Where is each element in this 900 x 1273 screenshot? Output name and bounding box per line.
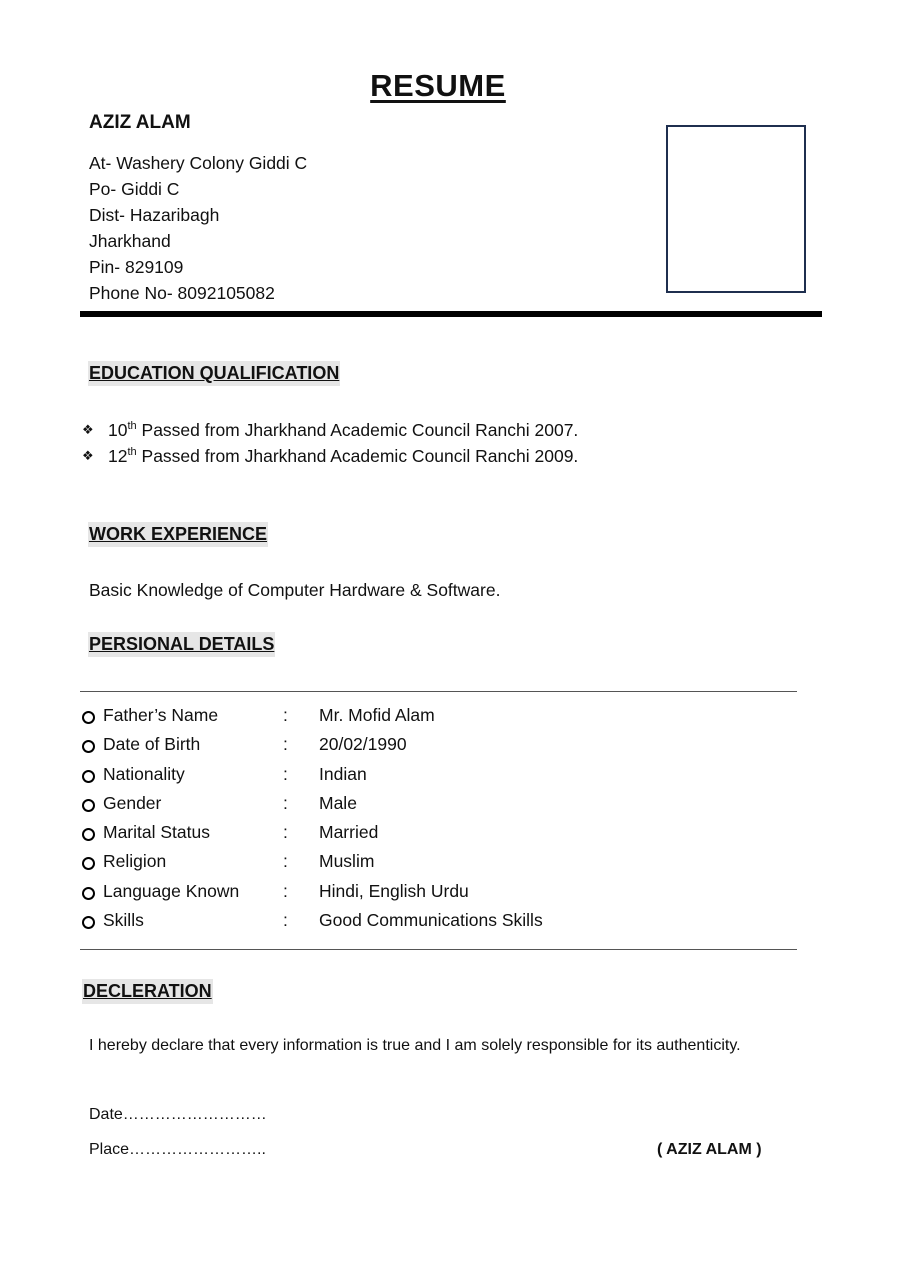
work-experience-text: Basic Knowledge of Computer Hardware & Software.: [89, 580, 501, 600]
address-line: Pin- 829109: [89, 257, 184, 277]
phone-line: Phone No- 8092105082: [89, 283, 275, 303]
detail-label: Father’s Name: [103, 705, 219, 725]
address-block: [89, 150, 307, 306]
detail-value: Mr. Mofid Alam: [319, 705, 435, 725]
education-list: [82, 417, 578, 469]
detail-label: Language Known: [103, 880, 240, 901]
detail-colon: :: [283, 851, 288, 872]
detail-label: Gender: [103, 792, 162, 813]
diamond-bullet-icon: ❖: [82, 422, 94, 437]
circle-bullet-icon: [82, 887, 95, 900]
detail-value: Married: [319, 822, 379, 843]
place-line: Place……………………..: [89, 1141, 266, 1158]
detail-colon: :: [283, 792, 288, 813]
detail-colon: :: [283, 910, 288, 931]
details-top-divider: [80, 691, 797, 692]
circle-bullet-icon: [82, 770, 95, 783]
detail-value: Hindi, English Urdu: [319, 880, 469, 901]
detail-label: Date of Birth: [103, 734, 201, 755]
resume-title: RESUME: [370, 68, 506, 103]
circle-bullet-icon: [82, 740, 95, 753]
detail-label: Skills: [103, 910, 144, 931]
address-line: At- Washery Colony Giddi C: [89, 153, 308, 173]
education-item-text: 10th Passed from Jharkhand Academic Council Ranchi 2007.: [108, 420, 579, 440]
detail-colon: :: [283, 880, 288, 901]
address-line: Dist- Hazaribagh: [89, 205, 220, 225]
declaration-text: I hereby declare that every information is true and I am solely responsible for its authenticity.: [89, 1037, 741, 1054]
detail-value: Good Communications Skills: [319, 910, 543, 931]
detail-value: Muslim: [319, 851, 375, 872]
circle-bullet-icon: [82, 916, 95, 929]
education-heading: EDUCATION QUALIFICATION: [88, 361, 340, 386]
detail-label: Marital Status: [103, 822, 210, 843]
date-line: Date………………………: [89, 1106, 267, 1123]
diamond-bullet-icon: ❖: [82, 448, 94, 463]
education-item: [82, 417, 578, 443]
personal-details-heading: PERSIONAL DETAILS: [88, 632, 275, 657]
signature-name: ( AZIZ ALAM ): [657, 1141, 762, 1158]
education-item: [82, 443, 578, 469]
address-line: Jharkhand: [89, 231, 171, 251]
work-experience-heading: WORK EXPERIENCE: [88, 522, 268, 547]
address-line: Po- Giddi C: [89, 179, 180, 199]
detail-colon: :: [283, 763, 288, 784]
detail-label: Religion: [103, 851, 167, 872]
circle-bullet-icon: [82, 799, 95, 812]
circle-bullet-icon: [82, 711, 95, 724]
declaration-heading: DECLERATION: [82, 979, 213, 1004]
detail-value: 20/02/1990: [319, 734, 407, 755]
circle-bullet-icon: [82, 828, 95, 841]
detail-colon: :: [283, 705, 288, 725]
detail-value: Indian: [319, 763, 367, 784]
detail-value: Male: [319, 792, 357, 813]
detail-colon: :: [283, 734, 288, 755]
candidate-name: AZIZ ALAM: [89, 112, 191, 133]
circle-bullet-icon: [82, 857, 95, 870]
detail-label: Nationality: [103, 763, 185, 784]
details-bottom-divider: [80, 949, 797, 950]
education-item-text: 12th Passed from Jharkhand Academic Council Ranchi 2009.: [108, 446, 579, 466]
detail-colon: :: [283, 822, 288, 843]
header-divider: [80, 311, 822, 317]
photo-placeholder: [666, 125, 806, 293]
